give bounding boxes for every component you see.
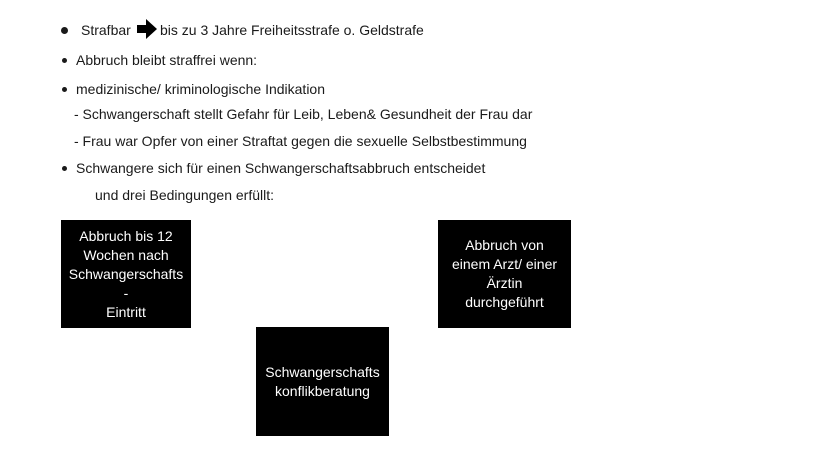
sub-item-opfer: - Frau war Opfer von einer Straftat gegen die sexuelle Selbstbestimmung [74, 133, 527, 149]
box-line: Abbruch bis 12 [79, 227, 173, 244]
box-line: Wochen nach [83, 246, 169, 263]
bullet-indikation [62, 87, 67, 92]
abbruch-text: Abbruch bleibt straffrei wenn: [76, 52, 258, 68]
box-line: Abbruch von [465, 237, 544, 253]
strafbar-label: Strafbar [81, 22, 131, 38]
box-line: Schwangerschafts [265, 363, 380, 380]
box-line: Schwangerschafts [68, 265, 184, 282]
box-line: konflikberatung [275, 382, 370, 399]
sub-item-gefahr: - Schwangerschaft stellt Gefahr für Leib, Leben& Gesundheit der Frau dar [74, 106, 533, 122]
strafbar-rest: bis zu 3 Jahre Freiheitsstrafe o. Geldstrafe [160, 22, 424, 38]
schwangere-text: Schwangere sich für einen Schwangerschaftsabbruch entscheidet [76, 160, 486, 176]
bullet-abbruch [62, 58, 67, 63]
box-line: einem Arzt/ einer [451, 256, 558, 272]
condition-box-beratung [256, 327, 389, 436]
indikation-text: medizinische/ kriminologische Indikation [76, 81, 326, 97]
bedingungen-text: und drei Bedingungen erfüllt: [95, 187, 275, 203]
right-arrow-icon [137, 19, 157, 39]
box-line: Eintritt [106, 303, 146, 320]
condition-box-12-wochen [61, 220, 191, 328]
bullet-strafbar [61, 27, 68, 34]
box-line: Ärztin [486, 275, 523, 291]
condition-box-arzt [438, 220, 571, 328]
box-line: - [123, 284, 129, 301]
bullet-schwangere [62, 166, 67, 171]
box-line: durchgeführt [465, 294, 544, 310]
